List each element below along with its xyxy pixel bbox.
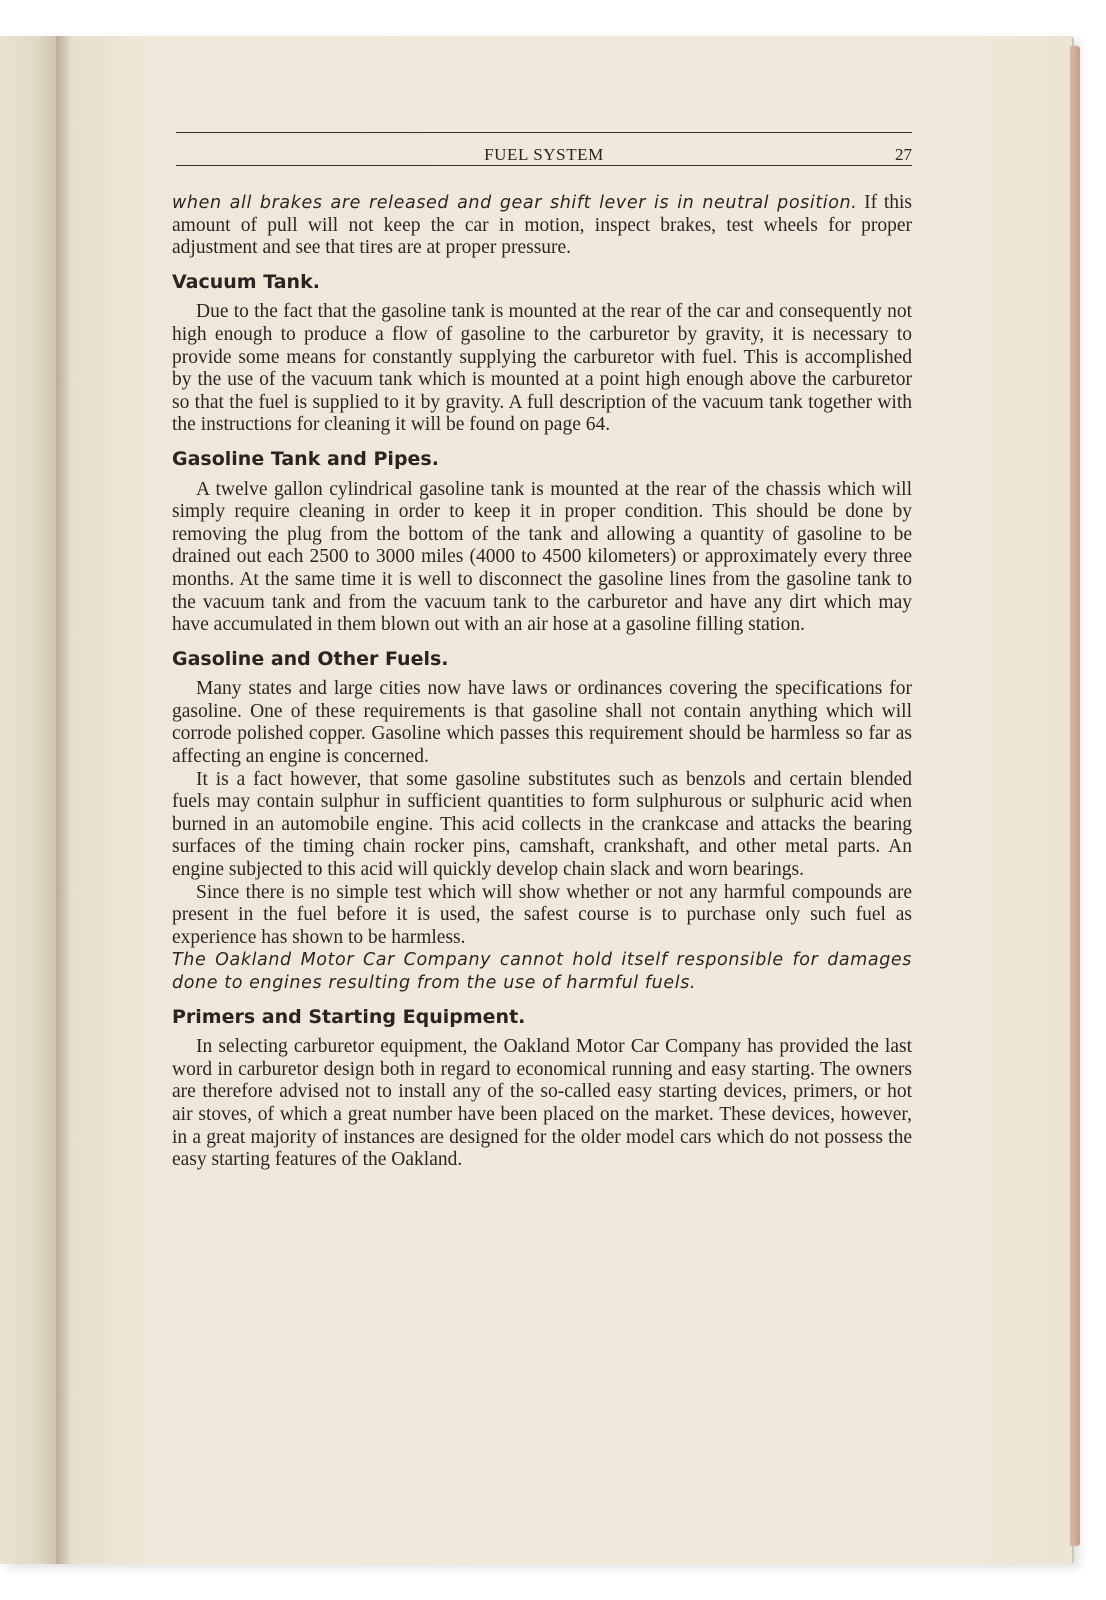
section-heading-gasoline-and-other-fuels: Gasoline and Other Fuels. <box>172 647 449 670</box>
paragraph: Many states and large cities now have laws or ordinances covering the specifications for gasoline. One of these requirements is that gasoline shall not contain anything which will corrode polished copper. Gasoline which passes this requirement should be harmless so far as affecting an engine is concerned. <box>172 678 912 768</box>
running-header <box>176 132 912 168</box>
paragraph: It is a fact however, that some gasoline substitutes such as benzols and certain blended fuels may contain sulphur in sufficient quantities to form sulphurous or sulphuric acid when burned in an automobile engine. This acid collects in the crankcase and attacks the bearing surfaces of the timing chain rocker pins, camshaft, crankshaft, and other metal parts. An engine subjected to this acid will quickly develop chain slack and worn bearings. <box>172 768 912 881</box>
section-heading-gasoline-tank-and-pipes: Gasoline Tank and Pipes. <box>172 447 439 470</box>
header-rule-bottom <box>176 165 912 166</box>
running-title: FUEL SYSTEM <box>484 145 604 164</box>
paragraph: In selecting carburetor equipment, the Oakland Motor Car Company has provided the last word in carburetor design both in regard to economical running and easy starting. The owners are therefore advised not to install any of the so-called easy starting devices, primers, or hot air stoves, of which a great number have been placed on the market. These devices, however, in a great majority of instances are designed for the older model cars which do not possess the easy starting features of the Oakland. <box>172 1036 912 1171</box>
page-body <box>172 192 912 1172</box>
paragraph: Since there is no simple test which will show whether or not any harmful compounds are present in the fuel before it is used, the safest course is to purchase only such fuel as experience has shown to be harmless. <box>172 881 912 948</box>
intro-text: If this amount of pull will not keep the car in motion, inspect brakes, test wheels for proper adjustment and see that tires are at proper pressure. <box>172 192 912 259</box>
paragraph: Due to the fact that the gasoline tank is mounted at the rear of the car and consequently not high enough to produce a flow of gasoline to the carburetor by gravity, it is necessary to provide some means for constantly supplying the carburetor with fuel. This is accomplished by the use of the vacuum tank which is mounted at a point high enough above the carburetor so that the fuel is supplied to it by gravity. A full description of the vacuum tank together with the instructions for cleaning it will be found on page 64. <box>172 301 912 436</box>
section-heading-primers-and-starting-equipment: Primers and Starting Equipment. <box>172 1005 526 1028</box>
intro-paragraph <box>172 192 912 260</box>
paragraph: A twelve gallon cylindrical gasoline tank is mounted at the rear of the chassis which will simply require cleaning in order to keep it in proper condition. This should be done by removing the plug from the bottom of the tank and allowing a quantity of gasoline to be drained out each 2500 to 3000 miles (4000 to 4500 kilometers) or approximately every three months. At the same time it is well to disconnect the gasoline lines from the gasoline tank to the vacuum tank and from the vacuum tank to the carburetor and have any dirt which may have accumulated in them blown out with an air hose at a gasoline filling station. <box>172 478 912 636</box>
section-heading-vacuum-tank: Vacuum Tank. <box>172 270 320 293</box>
left-page-edge <box>0 36 58 1564</box>
page-number: 27 <box>895 145 912 164</box>
header-rule-top <box>176 132 912 133</box>
disclaimer-note: The Oakland Motor Car Company cannot hold itself responsible for damages done to engines resulting from the use of harmful fuels. <box>172 950 912 993</box>
intro-italic-text: when all brakes are released and gear shift lever is in neutral position. <box>172 193 858 213</box>
